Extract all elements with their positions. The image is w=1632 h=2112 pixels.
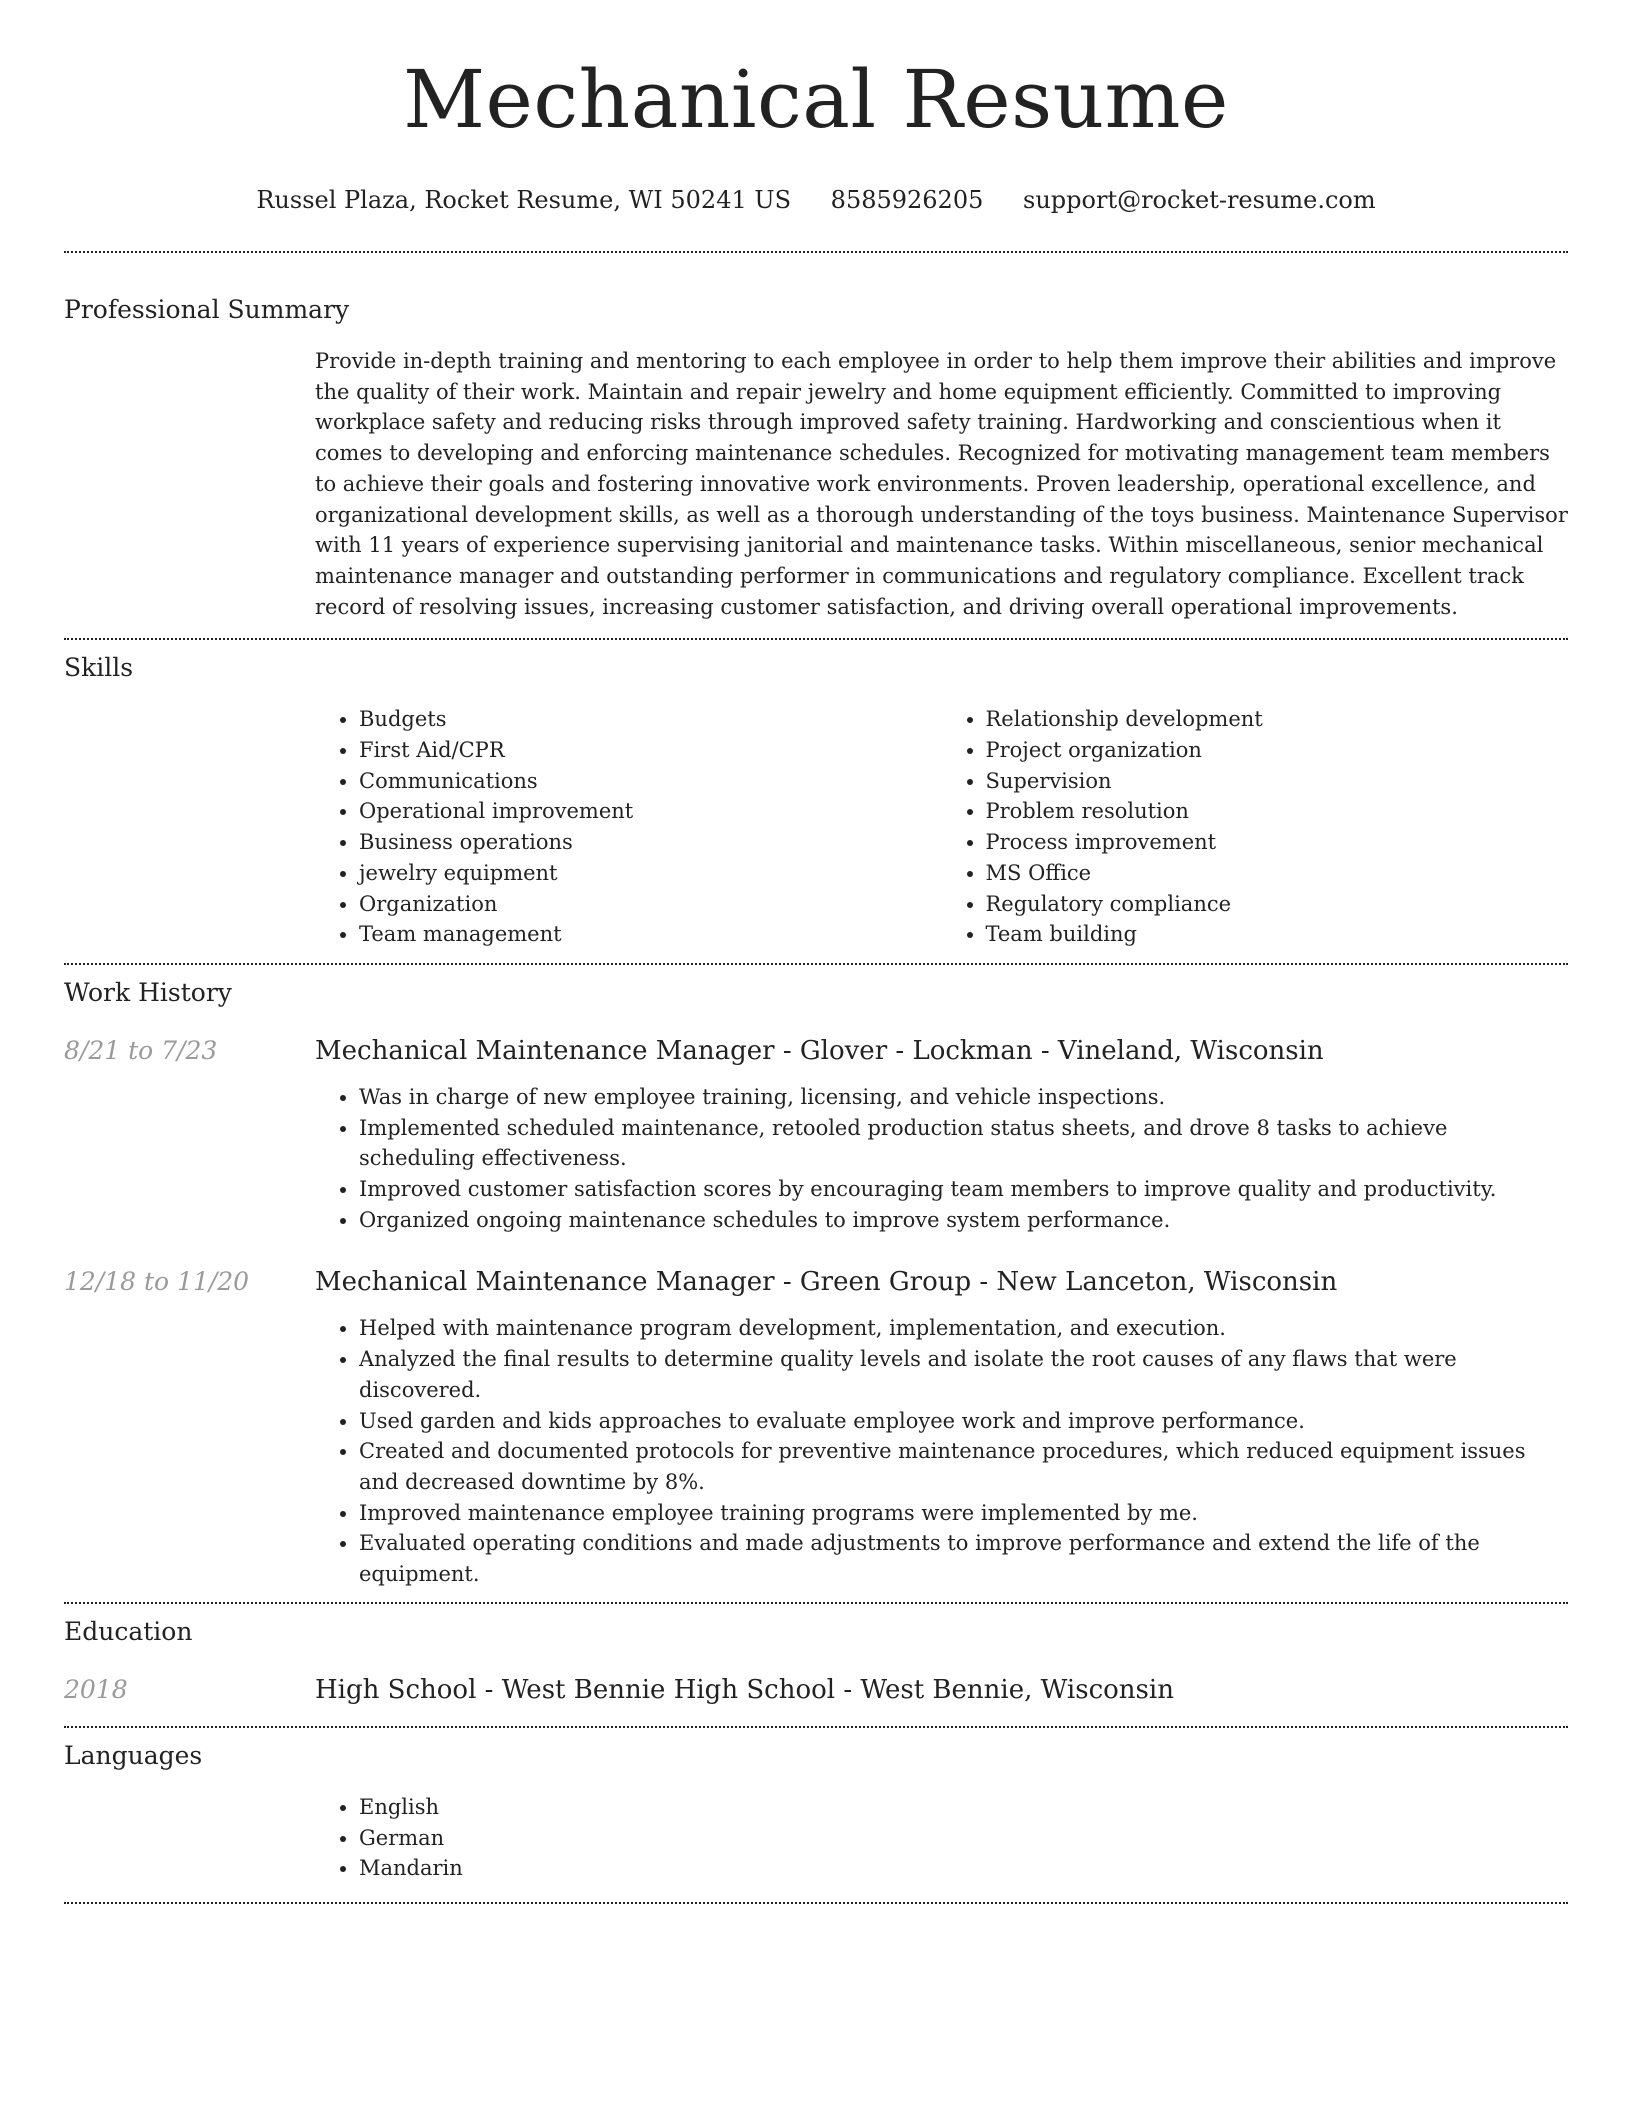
education-section xyxy=(64,1604,1568,1707)
job-header xyxy=(64,1265,1568,1299)
skill-item: • Communications xyxy=(359,766,942,797)
skills-columns xyxy=(315,704,1568,950)
job-bullet: • Improved customer satisfaction scores by encouraging team members to improve quality and productivity. xyxy=(359,1174,1568,1205)
job-bullet: • Implemented scheduled maintenance, retooled production status sheets, and drove 8 tasks to achieve scheduling effectiveness. xyxy=(359,1113,1568,1174)
education-entry xyxy=(64,1673,1568,1707)
job-bullet: • Helped with maintenance program development, implementation, and execution. xyxy=(359,1313,1568,1344)
job-title: Mechanical Maintenance Manager - Glover - Lockman - Vineland, Wisconsin xyxy=(315,1035,1324,1066)
skills-title: Skills xyxy=(64,653,134,683)
job-bullet: • Improved maintenance employee training programs were implemented by me. xyxy=(359,1498,1568,1529)
skill-item: • Team management xyxy=(359,919,942,950)
skills-list-right xyxy=(942,704,1569,950)
skill-item: • Regulatory compliance xyxy=(986,889,1569,920)
summary-text: Provide in-depth training and mentoring to each employee in order to help them improve their abilities and improve the quality of their work. Maintain and repair jewelry and home equipment efficiently. Committed to improving workplace safety and reducing risks through improved safety training. Hardworking and conscientious when it comes to developing and enforcing maintenance schedules. Recognized for motivating management team members to achieve their goals and fostering innovative work environments. Proven leadership, operational excellence, and organizational development skills, as well as a thorough understanding of the toys business. Maintenance Supervisor with 11 years of experience supervising janitorial and maintenance tasks. Within miscellaneous, senior mechanical maintenance manager and outstanding performer in communications and regulatory compliance. Excellent track record of resolving issues, increasing customer satisfaction, and driving overall operational improvements. xyxy=(315,349,1568,619)
job-dates: 12/18 to 11/20 xyxy=(64,1267,250,1297)
skill-item: • First Aid/CPR xyxy=(359,735,942,766)
contact-email: support@rocket-resume.com xyxy=(1023,186,1376,214)
education-title: Education xyxy=(64,1616,193,1646)
language-item: • English xyxy=(359,1792,1568,1823)
skills-section xyxy=(64,640,1568,950)
divider xyxy=(64,1902,1568,1904)
skill-item: • jewelry equipment xyxy=(359,858,942,889)
education-year: 2018 xyxy=(64,1674,128,1704)
skill-item: • Project organization xyxy=(986,735,1569,766)
skill-item: • MS Office xyxy=(986,858,1569,889)
skill-item: • Organization xyxy=(359,889,942,920)
job-bullet: • Used garden and kids approaches to evaluate employee work and improve performance. xyxy=(359,1406,1568,1437)
work-title: Work History xyxy=(64,977,232,1007)
contact-line xyxy=(64,184,1568,216)
languages-section xyxy=(64,1728,1568,1884)
job-bullet: • Was in charge of new employee training, licensing, and vehicle inspections. xyxy=(359,1082,1568,1113)
skill-item: • Relationship development xyxy=(986,704,1569,735)
skills-list-left xyxy=(315,704,942,950)
resume-name: Mechanical Resume xyxy=(403,53,1229,146)
job-title: Mechanical Maintenance Manager - Green Group - New Lanceton, Wisconsin xyxy=(315,1267,1338,1298)
skill-item: • Operational improvement xyxy=(359,796,942,827)
skill-item: • Problem resolution xyxy=(986,796,1569,827)
job-dates: 8/21 to 7/23 xyxy=(64,1035,218,1065)
language-item: • Mandarin xyxy=(359,1853,1568,1884)
skill-item: • Process improvement xyxy=(986,827,1569,858)
job-bullet: • Evaluated operating conditions and made adjustments to improve performance and extend the life of the equipment. xyxy=(359,1528,1568,1589)
skill-item: • Business operations xyxy=(359,827,942,858)
job-bullets xyxy=(315,1082,1568,1236)
education-detail: High School - West Bennie High School - West Bennie, Wisconsin xyxy=(315,1674,1174,1705)
job-entry xyxy=(64,1034,1568,1236)
language-item: • German xyxy=(359,1823,1568,1854)
summary-title: Professional Summary xyxy=(64,295,350,324)
resume-page xyxy=(64,0,1568,1904)
job-bullet: • Analyzed the final results to determine quality levels and isolate the root causes of any flaws that were discovered. xyxy=(359,1344,1568,1405)
resume-header xyxy=(64,0,1568,216)
skill-item: • Supervision xyxy=(986,766,1569,797)
languages-list xyxy=(315,1792,1568,1884)
skill-item: • Budgets xyxy=(359,704,942,735)
skill-item: • Team building xyxy=(986,919,1569,950)
work-section xyxy=(64,965,1568,1590)
contact-phone: 8585926205 xyxy=(830,186,984,214)
contact-address: Russel Plaza, Rocket Resume, WI 50241 US xyxy=(256,186,792,214)
job-bullet: • Created and documented protocols for preventive maintenance procedures, which reduced equipment issues and decreased downtime by 8%. xyxy=(359,1436,1568,1497)
job-entry xyxy=(64,1265,1568,1589)
languages-title: Languages xyxy=(64,1740,203,1770)
job-header xyxy=(64,1034,1568,1068)
job-bullet: • Organized ongoing maintenance schedules to improve system performance. xyxy=(359,1205,1568,1236)
job-bullets xyxy=(315,1313,1568,1589)
summary-section xyxy=(64,253,1568,622)
